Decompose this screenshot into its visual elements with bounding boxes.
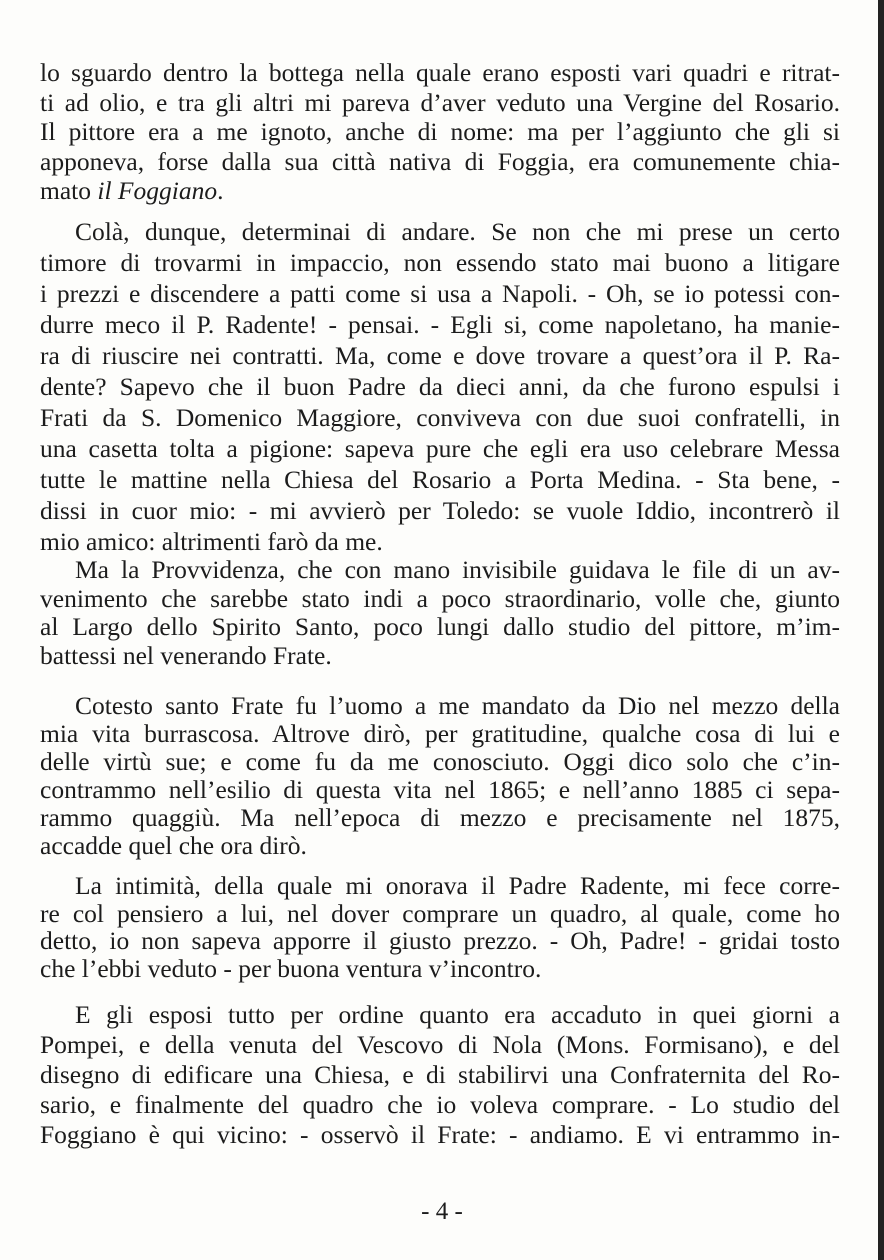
text-line: ti ad olio, e tra gli altri mi pareva d’aver veduto una Vergine del Rosario. — [40, 87, 840, 117]
text-line: Il pittore era a me ignoto, anche di nome: ma per l’aggiunto che gli si — [40, 117, 840, 146]
text-line: Cotesto santo Frate fu l’uomo a me mandato da Dio nel mezzo della — [75, 691, 840, 720]
text-line: rammo quaggiù. Ma nell’epoca di mezzo e precisamente nel 1875, — [40, 803, 840, 832]
text-line: durre meco il P. Radente! - pensai. - Egli si, come napoletano, ha manie- — [40, 310, 840, 339]
text-line: Frati da S. Domenico Maggiore, conviveva con due suoi confratelli, in — [40, 403, 840, 432]
text-line: mio amico: altrimenti farò da me. — [40, 527, 383, 556]
text-line: al Largo dello Spirito Santo, poco lungi dallo studio del pittore, m’im- — [40, 612, 840, 641]
text-line: detto, io non sapeva apporre il giusto prezzo. - Oh, Padre! - gridai tosto — [40, 926, 840, 955]
text-fragment: . — [217, 176, 224, 205]
scan-edge — [878, 0, 884, 1260]
text-line: battessi nel venerando Frate. — [40, 640, 332, 670]
text-line: dissi in cuor mio: - mi avvierò per Toledo: se vuole Iddio, incontrerò il — [40, 496, 840, 525]
text-line: che l’ebbi veduto - per buona ventura v’incontro. — [40, 953, 542, 983]
text-line: Foggiano è qui vicino: - osservò il Frate: - andiamo. E vi entrammo in- — [40, 1120, 840, 1149]
text-line: timore di trovarmi in impaccio, non essendo stato mai buono a litigare — [40, 248, 840, 277]
text-line: re col pensiero a lui, nel dover comprare un quadro, al quale, come ho — [40, 898, 840, 928]
text-line: i prezzi e discendere a patti come si usa a Napoli. - Oh, se io potessi con- — [40, 279, 840, 308]
paragraph — [40, 216, 840, 557]
text-line: accadde quel che ora dirò. — [40, 831, 307, 860]
text-line: una casetta tolta a pigione: sapeva pure che egli era uso celebrare Messa — [40, 434, 840, 463]
text-line: contrammo nell’esilio di questa vita nel 1865; e nell’anno 1885 ci sepa- — [40, 775, 840, 804]
text-line: Ma la Provvidenza, che con mano invisibile guidava le file di un av- — [75, 555, 840, 584]
text-line: delle virtù sue; e come fu da me conosciuto. Oggi dico solo che c’in- — [40, 747, 840, 776]
text-line: La intimità, della quale mi onorava il Padre Radente, mi fece corre- — [75, 871, 840, 900]
text-line: lo sguardo dentro la bottega nella quale erano esposti vari quadri e ritrat- — [40, 58, 840, 87]
text-line: E gli esposi tutto per ordine quanto era accaduto in quei giorni a — [75, 1000, 840, 1029]
text-line: sario, e finalmente del quadro che io voleva comprare. - Lo studio del — [40, 1090, 840, 1119]
paragraph — [40, 872, 840, 982]
italic-text: il Foggiano — [97, 176, 218, 205]
text-line: Pompei, e della venuta del Vescovo di Nola (Mons. Formisano), e del — [40, 1030, 840, 1059]
text-fragment: mato — [40, 176, 98, 205]
text-line: Colà, dunque, determinai di andare. Se non che mi prese un certo — [75, 217, 840, 246]
text-line: disegno di edificare una Chiesa, e di stabilirvi una Confraternita del Ro- — [40, 1060, 840, 1089]
paragraph — [40, 692, 840, 860]
text-line — [40, 176, 840, 206]
paragraph — [40, 556, 840, 670]
paragraph — [40, 1000, 840, 1150]
text-line: venimento che sarebbe stato indi a poco straordinario, volle che, giunto — [40, 583, 840, 613]
text-line: mia vita burrascosa. Altrove dirò, per gratitudine, qualche cosa di lui e — [40, 719, 840, 748]
text-line: dente? Sapevo che il buon Padre da dieci anni, da che furono espulsi i — [40, 372, 840, 401]
page-number: - 4 - — [421, 1198, 463, 1225]
paragraph — [40, 58, 840, 206]
text-line: ra di riuscire nei contratti. Ma, come e dove trovare a quest’ora il P. Ra- — [40, 341, 840, 370]
text-line: apponeva, forse dalla sua città nativa di Foggia, era comunemente chia- — [40, 146, 840, 176]
text-line: tutte le mattine nella Chiesa del Rosario a Porta Medina. - Sta bene, - — [40, 465, 840, 494]
